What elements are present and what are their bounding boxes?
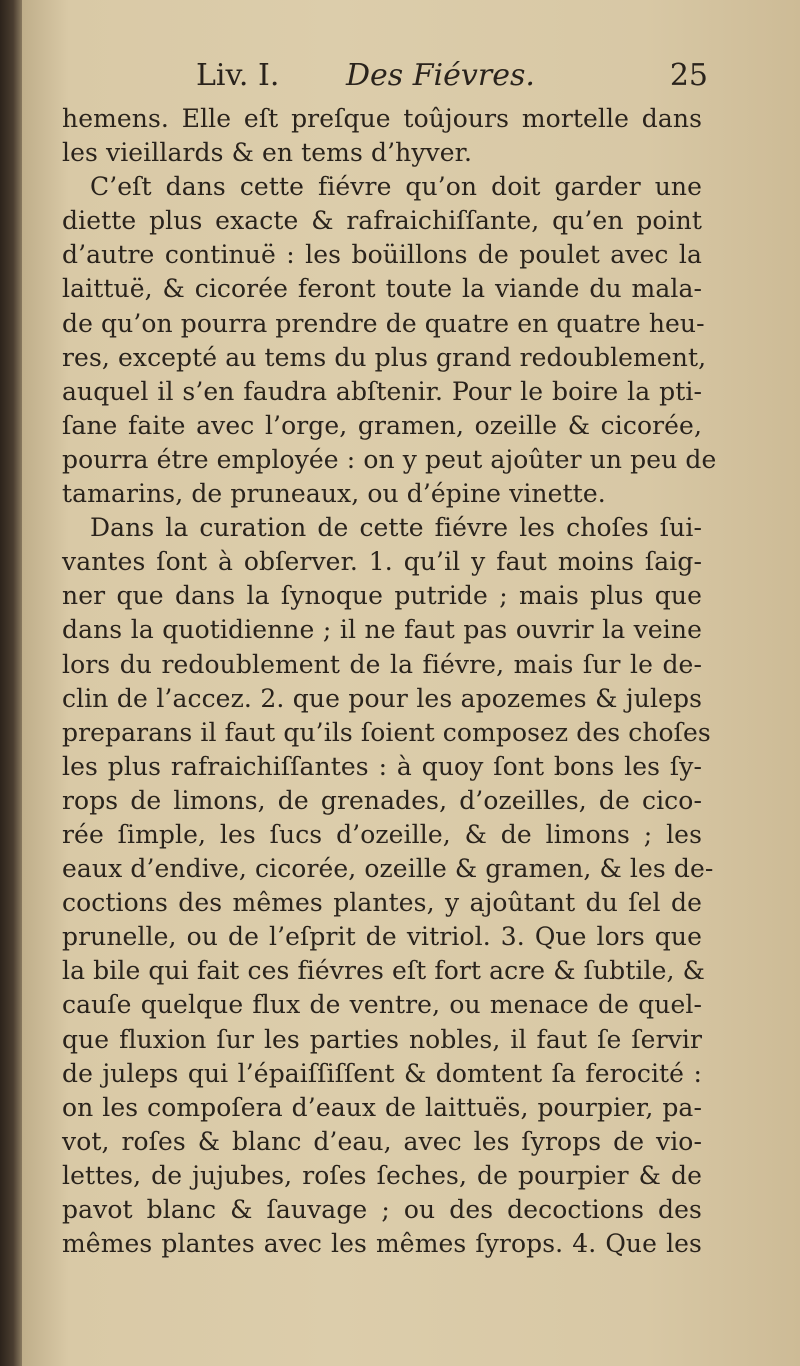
text-line: preparans il faut qu’ils ſoient composez des choſes: [62, 717, 711, 747]
text-line: de qu’on pourra prendre de quatre en quatre heu-: [62, 308, 705, 338]
text-line: la bile qui fait ces fiévres eſt fort acre & ſubtile, &: [62, 956, 705, 986]
text-line: diette plus exacte & rafraichiſſante, qu’en point: [62, 206, 702, 236]
text-line: laittuë, & cicorée feront toute la viande du mala-: [62, 274, 702, 304]
text-line: on les compoſera d’eaux de laittuës, pourpier, pa-: [62, 1092, 702, 1122]
text-line: les vieillards & en tems d’hyver.: [62, 138, 473, 168]
text-line: prunelle, ou de l’eſprit de vitriol. 3. Que lors que: [62, 922, 702, 952]
text-line: auquel il s’en faudra abſtenir. Pour le boire la pti-: [62, 376, 702, 406]
page-number: 25: [669, 58, 708, 93]
book-number: Liv. I.: [196, 58, 280, 93]
text-line: les plus rafraichiſſantes : à quoy ſont bons les ſy-: [62, 751, 702, 781]
book-spine-shadow: [0, 0, 22, 1366]
text-line: lettes, de jujubes, roſes ſeches, de pourpier & de: [62, 1160, 702, 1190]
text-line: coctions des mêmes plantes, y ajoûtant du ſel de: [62, 888, 702, 918]
text-line: hemens. Elle eſt preſque toûjours mortelle dans: [62, 104, 702, 133]
text-line: C’eſt dans cette fiévre qu’on doit garder une: [90, 172, 702, 202]
text-line: de juleps qui l’épaiſſiſſent & domtent ſa ferocité :: [62, 1058, 702, 1088]
text-line: ner que dans la ſynoque putride ; mais plus que: [62, 581, 702, 611]
text-line: Dans la curation de cette fiévre les choſes ſui-: [90, 513, 702, 543]
running-header: [196, 58, 708, 98]
text-line: que fluxion ſur les parties nobles, il faut ſe ſervir: [62, 1024, 702, 1054]
text-line: eaux d’endive, cicorée, ozeille & gramen, & les de-: [62, 854, 714, 884]
text-line: cauſe quelque flux de ventre, ou menace de quel-: [62, 990, 702, 1020]
text-line: pavot blanc & ſauvage ; ou des decoctions des: [62, 1195, 702, 1224]
text-line: lors du redoublement de la fiévre, mais ſur le de-: [62, 649, 702, 679]
text-line: clin de l’accez. 2. que pour les apozemes & juleps: [62, 683, 702, 713]
text-line: dans la quotidienne ; il ne faut pas ouvrir la veine: [62, 615, 702, 645]
text-line: d’autre continuë : les boüillons de poulet avec la: [62, 240, 702, 270]
text-line: vot, roſes & blanc d’eau, avec les ſyrops de vio-: [62, 1126, 702, 1156]
text-line: vantes ſont à obſerver. 1. qu’il y faut moins ſaig-: [62, 547, 702, 577]
text-line: rée ſimple, les ſucs d’ozeille, & de limons ; les: [62, 819, 702, 849]
text-line: res, excepté au tems du plus grand redoublement,: [62, 342, 707, 372]
text-line: tamarins, de pruneaux, ou d’épine vinette.: [62, 479, 606, 509]
text-line: pourra étre employée : on y peut ajoûter un peu de: [62, 444, 717, 474]
text-line: ſane faite avec l’orge, gramen, ozeille & cicorée,: [62, 410, 702, 440]
chapter-title: Des Fiévres.: [346, 58, 535, 93]
body-text: [62, 102, 717, 1261]
text-line: mêmes plantes avec les mêmes ſyrops. 4. Que les: [62, 1229, 702, 1259]
text-line: rops de limons, de grenades, d’ozeilles, de cico-: [62, 785, 702, 815]
